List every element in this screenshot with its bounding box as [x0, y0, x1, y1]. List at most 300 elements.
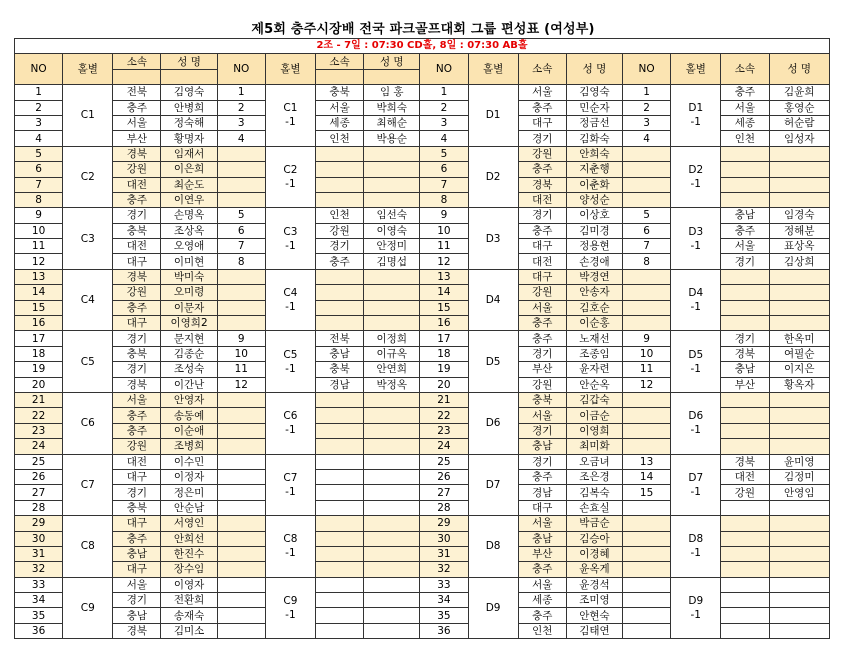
row-no: 6	[217, 223, 265, 238]
row-name: 한옥미	[769, 331, 830, 346]
row-no	[623, 439, 671, 454]
row-affil: 경기	[518, 346, 566, 361]
row-name: 김화숙	[566, 131, 622, 146]
row-affil	[721, 562, 769, 577]
row-affil: 경남	[518, 485, 566, 500]
hole-cell	[671, 146, 721, 208]
row-no: 29	[15, 516, 63, 531]
row-name	[364, 531, 420, 546]
hole-cell	[265, 454, 315, 516]
row-no: 15	[15, 300, 63, 315]
row-no	[623, 316, 671, 331]
row-no: 11	[217, 362, 265, 377]
row-name: 서영인	[161, 516, 217, 531]
row-affil	[316, 531, 364, 546]
row-affil	[721, 516, 769, 531]
row-name	[364, 192, 420, 207]
row-no: 8	[217, 254, 265, 269]
row-no: 15	[420, 300, 468, 315]
row-name	[769, 285, 830, 300]
row-name	[364, 423, 420, 438]
hole-cell: C2	[63, 146, 113, 208]
row-affil: 경북	[721, 346, 769, 361]
row-name	[769, 392, 830, 407]
row-affil	[316, 146, 364, 161]
hole-label: D7	[688, 471, 704, 484]
row-no: 21	[420, 392, 468, 407]
header-affil: 소속	[721, 54, 769, 85]
row-name: 손효실	[566, 500, 622, 515]
row-affil	[316, 469, 364, 484]
row-affil: 충주	[518, 608, 566, 623]
row-name: 오금녀	[566, 454, 622, 469]
row-name: 안희숙	[566, 146, 622, 161]
row-name: 허순람	[769, 115, 830, 130]
row-affil	[721, 500, 769, 515]
row-no	[623, 516, 671, 531]
row-no: 5	[15, 146, 63, 161]
header-no: NO	[623, 54, 671, 85]
row-no	[217, 439, 265, 454]
row-name	[364, 469, 420, 484]
row-name: 이정희	[364, 331, 420, 346]
row-name: 안순옥	[566, 377, 622, 392]
row-no: 14	[15, 285, 63, 300]
row-affil: 충남	[721, 208, 769, 223]
hole-label: D6	[688, 410, 704, 423]
row-no: 13	[420, 269, 468, 284]
hole-sub-label: -1	[285, 362, 296, 375]
row-no: 2	[420, 100, 468, 115]
row-name: 김윤희	[769, 85, 830, 100]
row-name: 안영임	[769, 485, 830, 500]
row-no	[217, 593, 265, 608]
row-name	[364, 408, 420, 423]
row-no: 3	[15, 115, 63, 130]
row-affil	[721, 439, 769, 454]
row-name: 정숙해	[161, 115, 217, 130]
row-no: 27	[15, 485, 63, 500]
hole-cell	[671, 516, 721, 578]
row-name: 박정옥	[364, 377, 420, 392]
row-no: 6	[420, 162, 468, 177]
row-name: 조성숙	[161, 362, 217, 377]
row-no	[217, 623, 265, 638]
row-no: 33	[420, 577, 468, 592]
row-name	[769, 316, 830, 331]
row-affil: 서울	[113, 392, 161, 407]
hole-sub-label: -1	[690, 116, 701, 129]
subtitle-row	[15, 39, 830, 54]
row-affil: 인천	[316, 131, 364, 146]
row-no: 34	[420, 593, 468, 608]
row-affil	[316, 439, 364, 454]
header-hole: 홀별	[671, 54, 721, 85]
row-name: 이간난	[161, 377, 217, 392]
row-no: 9	[420, 208, 468, 223]
row-name: 이영희2	[161, 316, 217, 331]
row-affil	[316, 316, 364, 331]
row-no	[217, 531, 265, 546]
row-no: 27	[420, 485, 468, 500]
row-no	[217, 516, 265, 531]
row-affil	[316, 454, 364, 469]
row-affil: 경북	[518, 177, 566, 192]
row-name: 정해분	[769, 223, 830, 238]
row-no: 22	[15, 408, 63, 423]
row-name: 전환희	[161, 593, 217, 608]
schedule-subtitle: 2조 - 7일 : 07:30 CD홀, 8일 : 07:30 AB홀	[15, 39, 830, 54]
row-name: 임선숙	[364, 208, 420, 223]
row-affil: 경기	[113, 362, 161, 377]
row-name	[769, 562, 830, 577]
row-affil: 전북	[316, 331, 364, 346]
header-blank	[161, 69, 217, 84]
hole-sub-label: -1	[285, 178, 296, 191]
row-no: 16	[420, 316, 468, 331]
row-affil: 서울	[113, 115, 161, 130]
hole-label: C4	[283, 287, 298, 300]
row-name: 김갑숙	[566, 392, 622, 407]
row-affil: 강원	[316, 223, 364, 238]
row-name: 임재서	[161, 146, 217, 161]
row-name: 손명옥	[161, 208, 217, 223]
row-no: 15	[623, 485, 671, 500]
row-no: 35	[420, 608, 468, 623]
row-no	[217, 269, 265, 284]
row-no	[217, 469, 265, 484]
row-name	[769, 146, 830, 161]
row-no: 3	[623, 115, 671, 130]
row-affil: 대전	[113, 177, 161, 192]
hole-label: C2	[283, 164, 298, 177]
hole-cell	[265, 269, 315, 331]
hole-cell: D8	[468, 516, 518, 578]
row-no: 24	[15, 439, 63, 454]
row-affil	[316, 500, 364, 515]
row-name: 지춘행	[566, 162, 622, 177]
row-name: 윤옥게	[566, 562, 622, 577]
row-affil: 충주	[113, 408, 161, 423]
row-affil: 경북	[113, 623, 161, 638]
hole-cell	[671, 269, 721, 331]
table-row	[15, 392, 830, 407]
row-no: 25	[15, 454, 63, 469]
row-no: 10	[217, 346, 265, 361]
hole-label: D2	[688, 164, 704, 177]
row-no	[217, 423, 265, 438]
table-row	[15, 146, 830, 161]
row-affil	[721, 608, 769, 623]
row-affil	[316, 485, 364, 500]
row-name	[769, 577, 830, 592]
row-affil: 대구	[518, 500, 566, 515]
hole-cell	[265, 146, 315, 208]
row-no: 7	[217, 239, 265, 254]
row-name: 윤자련	[566, 362, 622, 377]
row-no: 32	[420, 562, 468, 577]
hole-sub-label: -1	[690, 178, 701, 191]
row-affil: 경기	[316, 239, 364, 254]
row-name: 박희숙	[364, 100, 420, 115]
row-affil: 충주	[721, 85, 769, 100]
header-blank	[113, 69, 161, 84]
row-name: 박용순	[364, 131, 420, 146]
row-affil	[316, 623, 364, 638]
row-no: 25	[420, 454, 468, 469]
row-affil	[316, 300, 364, 315]
row-name	[769, 177, 830, 192]
row-no: 12	[623, 377, 671, 392]
hole-sub-label: -1	[285, 301, 296, 314]
header-no: NO	[15, 54, 63, 85]
row-name	[769, 162, 830, 177]
row-affil: 서울	[721, 100, 769, 115]
row-name: 임성자	[769, 131, 830, 146]
row-affil	[316, 392, 364, 407]
row-no	[217, 177, 265, 192]
row-name	[364, 300, 420, 315]
row-name: 이지은	[769, 362, 830, 377]
header-name: 성 명	[161, 54, 217, 69]
row-affil	[721, 531, 769, 546]
row-name: 김정미	[769, 469, 830, 484]
hole-label: C9	[283, 594, 298, 607]
row-name: 김호순	[566, 300, 622, 315]
row-affil: 서울	[518, 577, 566, 592]
row-no	[623, 546, 671, 561]
row-name: 박경연	[566, 269, 622, 284]
hole-cell: D4	[468, 269, 518, 331]
row-name	[364, 500, 420, 515]
row-name: 송재숙	[161, 608, 217, 623]
row-no: 9	[15, 208, 63, 223]
row-name: 김명섭	[364, 254, 420, 269]
row-affil: 충남	[113, 546, 161, 561]
row-affil: 대전	[518, 254, 566, 269]
row-affil: 부산	[721, 377, 769, 392]
row-no	[217, 608, 265, 623]
hole-sub-label: -1	[690, 608, 701, 621]
row-affil	[316, 546, 364, 561]
hole-label: C6	[283, 410, 298, 423]
row-affil: 강원	[113, 162, 161, 177]
hole-sub-label: -1	[285, 485, 296, 498]
row-no: 11	[420, 239, 468, 254]
row-affil: 충남	[518, 439, 566, 454]
row-name: 안송자	[566, 285, 622, 300]
row-no: 6	[623, 223, 671, 238]
row-affil: 강원	[113, 285, 161, 300]
row-name: 이경혜	[566, 546, 622, 561]
row-affil	[721, 593, 769, 608]
group-table	[14, 38, 830, 639]
row-affil: 충주	[113, 192, 161, 207]
row-no: 9	[623, 331, 671, 346]
row-affil: 경기	[518, 131, 566, 146]
row-no	[623, 531, 671, 546]
row-name	[769, 500, 830, 515]
row-name	[364, 562, 420, 577]
row-no: 2	[15, 100, 63, 115]
row-affil: 충남	[721, 362, 769, 377]
row-no: 20	[15, 377, 63, 392]
row-no: 1	[15, 85, 63, 100]
hole-label: D5	[688, 348, 704, 361]
row-no	[623, 162, 671, 177]
hole-label: D1	[688, 102, 704, 115]
row-affil: 대구	[113, 516, 161, 531]
row-name: 이문자	[161, 300, 217, 315]
row-name: 장수임	[161, 562, 217, 577]
row-no: 7	[15, 177, 63, 192]
row-no: 1	[623, 85, 671, 100]
row-no: 17	[15, 331, 63, 346]
row-affil: 부산	[518, 546, 566, 561]
row-affil	[721, 423, 769, 438]
row-no	[623, 623, 671, 638]
row-name	[364, 269, 420, 284]
table-row	[15, 269, 830, 284]
row-affil: 충주	[113, 300, 161, 315]
row-name: 오미령	[161, 285, 217, 300]
row-name: 이미현	[161, 254, 217, 269]
row-affil: 대구	[518, 239, 566, 254]
row-name: 이은희	[161, 162, 217, 177]
row-no: 11	[15, 239, 63, 254]
row-no: 5	[420, 146, 468, 161]
row-no	[217, 285, 265, 300]
row-no	[217, 500, 265, 515]
row-no	[217, 162, 265, 177]
row-name: 안영자	[161, 392, 217, 407]
row-no	[623, 285, 671, 300]
hole-sub-label: -1	[690, 301, 701, 314]
row-name	[769, 408, 830, 423]
row-name: 조종임	[566, 346, 622, 361]
hole-sub-label: -1	[285, 424, 296, 437]
row-affil	[316, 516, 364, 531]
row-name: 이금순	[566, 408, 622, 423]
row-no: 12	[420, 254, 468, 269]
row-affil	[721, 316, 769, 331]
row-name	[364, 439, 420, 454]
row-name: 안연희	[364, 362, 420, 377]
row-name: 윤경석	[566, 577, 622, 592]
row-affil	[316, 423, 364, 438]
hole-cell: D3	[468, 208, 518, 270]
row-affil: 인천	[316, 208, 364, 223]
row-affil: 경북	[721, 454, 769, 469]
row-affil: 충북	[113, 223, 161, 238]
row-name: 안정미	[364, 239, 420, 254]
row-no	[217, 408, 265, 423]
row-no: 28	[420, 500, 468, 515]
header-name: 성 명	[566, 54, 622, 85]
row-name: 김미경	[566, 223, 622, 238]
row-no	[217, 562, 265, 577]
row-no: 23	[420, 423, 468, 438]
row-affil: 충주	[113, 531, 161, 546]
row-no	[217, 454, 265, 469]
row-name: 김영숙	[161, 85, 217, 100]
row-name	[364, 546, 420, 561]
row-no: 26	[15, 469, 63, 484]
hole-label: D4	[688, 287, 704, 300]
row-name: 황옥자	[769, 377, 830, 392]
row-affil: 서울	[113, 577, 161, 592]
row-no: 1	[217, 85, 265, 100]
row-affil: 충주	[316, 254, 364, 269]
row-no: 3	[217, 115, 265, 130]
header-affil: 소속	[113, 54, 161, 69]
row-affil: 충남	[316, 346, 364, 361]
row-name	[769, 269, 830, 284]
hole-cell	[671, 577, 721, 639]
table-row	[15, 208, 830, 223]
hole-sub-label: -1	[690, 362, 701, 375]
table-row	[15, 331, 830, 346]
row-affil	[316, 269, 364, 284]
row-affil: 충북	[113, 346, 161, 361]
row-affil	[316, 408, 364, 423]
row-affil: 경기	[518, 454, 566, 469]
header-name: 성 명	[364, 54, 420, 69]
row-no: 24	[420, 439, 468, 454]
row-affil: 대구	[113, 469, 161, 484]
hole-label: C7	[283, 471, 298, 484]
hole-cell	[671, 85, 721, 147]
row-no: 18	[15, 346, 63, 361]
row-affil: 인천	[721, 131, 769, 146]
row-name	[364, 608, 420, 623]
row-name	[364, 623, 420, 638]
row-no	[623, 608, 671, 623]
row-name	[769, 546, 830, 561]
row-no: 30	[15, 531, 63, 546]
row-name: 이영숙	[364, 223, 420, 238]
row-no: 16	[15, 316, 63, 331]
row-affil: 대구	[518, 269, 566, 284]
hole-cell: D6	[468, 392, 518, 454]
row-affil: 대전	[518, 192, 566, 207]
row-name	[364, 162, 420, 177]
row-affil: 서울	[721, 239, 769, 254]
row-name: 이영희	[566, 423, 622, 438]
row-affil: 충주	[518, 331, 566, 346]
row-affil	[721, 162, 769, 177]
row-name: 조은경	[566, 469, 622, 484]
row-affil: 경기	[721, 254, 769, 269]
row-no: 12	[15, 254, 63, 269]
row-no: 20	[420, 377, 468, 392]
hole-label: C1	[283, 102, 298, 115]
table-row	[15, 85, 830, 100]
row-affil: 경기	[518, 423, 566, 438]
hole-sub-label: -1	[690, 547, 701, 560]
row-name: 노재선	[566, 331, 622, 346]
row-affil: 충주	[113, 423, 161, 438]
row-name: 이수민	[161, 454, 217, 469]
hole-cell	[265, 392, 315, 454]
row-affil: 전북	[113, 85, 161, 100]
row-name: 조병희	[161, 439, 217, 454]
row-name: 박미숙	[161, 269, 217, 284]
hole-label: C8	[283, 533, 298, 546]
row-affil	[721, 546, 769, 561]
row-no: 10	[623, 346, 671, 361]
row-no	[623, 300, 671, 315]
